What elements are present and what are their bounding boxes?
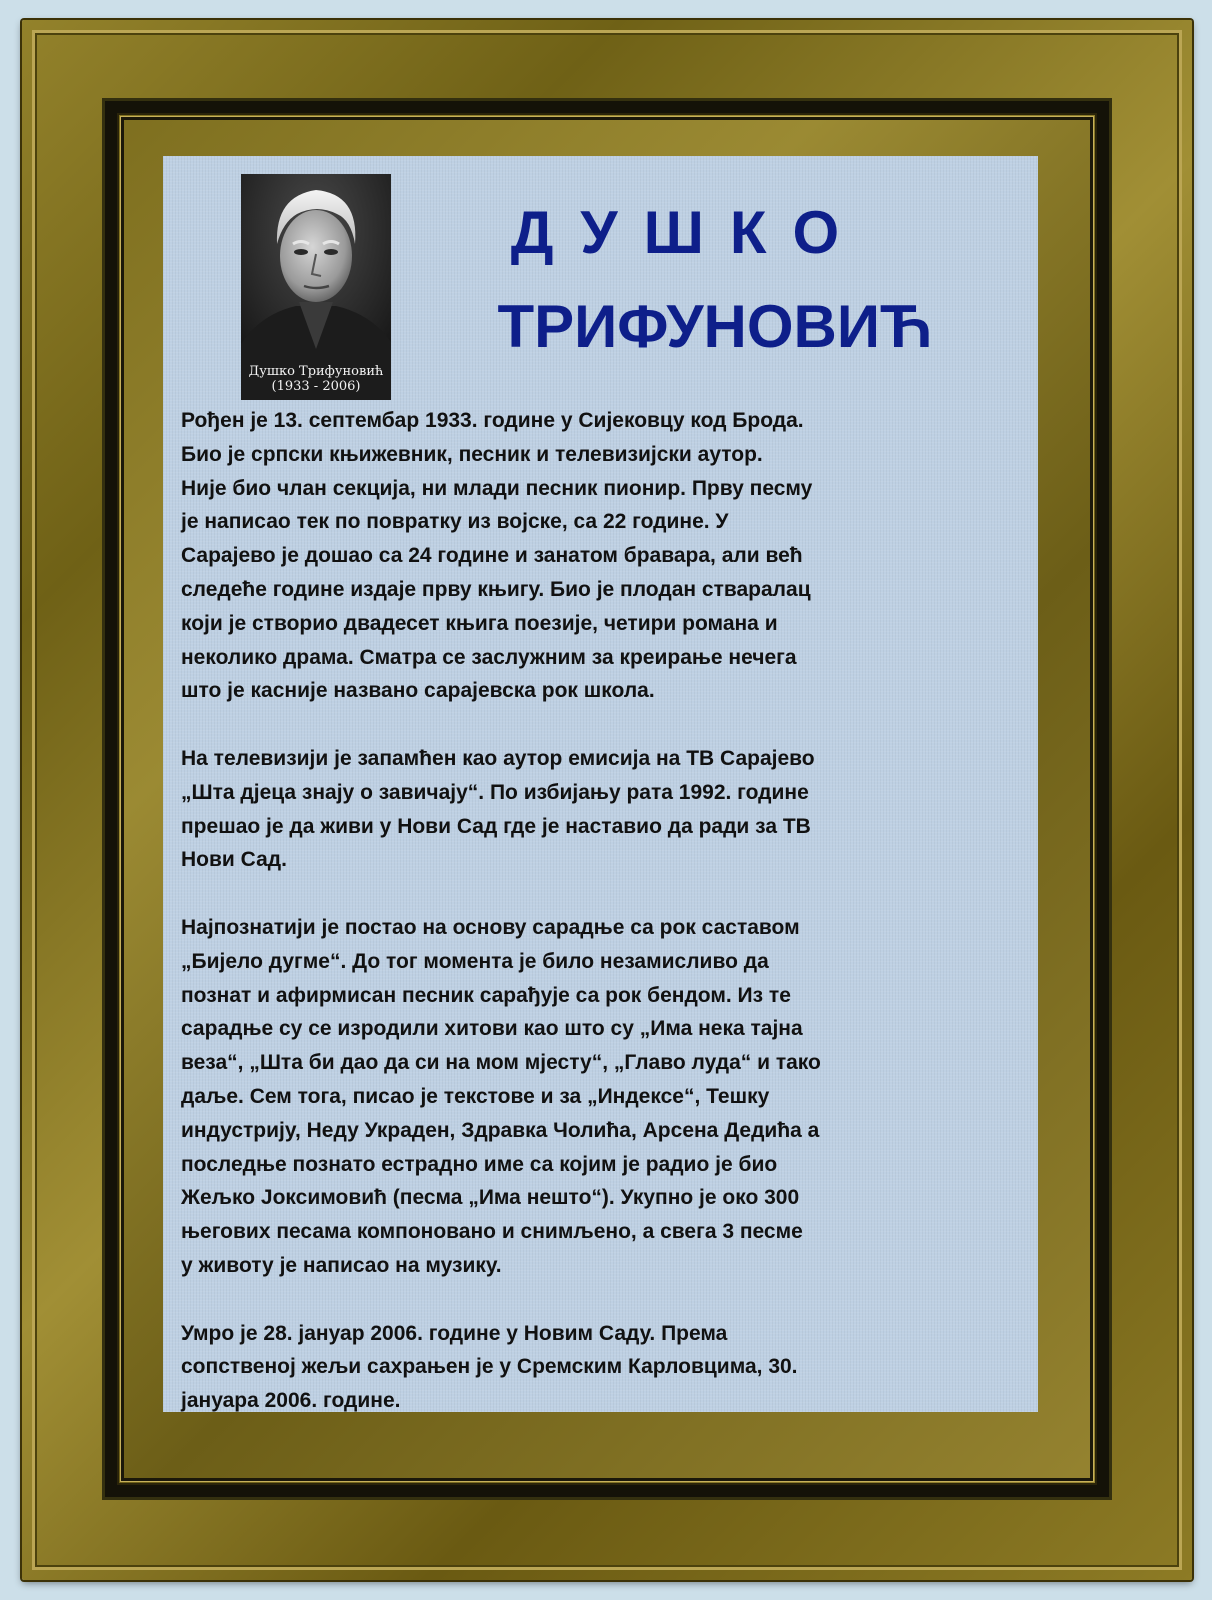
text-line: Жељко Јоксимовић (песма „Има нешто“). Укупно је око 300	[181, 1186, 800, 1210]
text-line: даље. Сем тога, писао је текстове и за „Индексе“, Тешку	[181, 1084, 770, 1108]
text-line: Није био члан секција, ни млади песник пионир. Прву песму	[181, 476, 813, 500]
portrait-caption-years: (1933 - 2006)	[271, 379, 361, 394]
biography-text	[181, 404, 1016, 1412]
title-last-name: ТРИФУНОВИЋ	[497, 293, 933, 360]
text-line: Умро је 28. јануар 2006. године у Новим Саду. Према	[181, 1321, 728, 1345]
text-line: Најпознатији је постао на основу сарадње са рок саставом	[181, 915, 800, 939]
text-line: познат и афирмисан песник сарађује са рок бендом. Из те	[181, 983, 791, 1007]
text-line: што је касније названо сарајевска рок школа.	[181, 679, 655, 703]
paragraph-music	[181, 911, 1016, 1283]
text-line: Нови Сад.	[181, 848, 287, 872]
portrait-caption-name: Душко Трифуновић	[248, 364, 384, 379]
text-line: је написао тек по повратку из војске, са 22 године. У	[181, 510, 729, 534]
text-line: јануара 2006. године.	[181, 1389, 401, 1412]
text-line: следеће године издаје прву књигу. Био је плодан стваралац	[181, 577, 811, 601]
text-line: у животу је написао на музику.	[181, 1253, 502, 1277]
text-line: његових песама компоновано и снимљено, а свега 3 песме	[181, 1220, 803, 1244]
paragraph-birth	[181, 404, 1016, 708]
text-line: који је створио двадесет књига поезије, четири романа и	[181, 611, 778, 635]
text-line: Сарајево је дошао са 24 године и занатом бравара, али већ	[181, 544, 803, 568]
portrait-caption	[241, 364, 391, 394]
text-line: Био је српски књижевник, песник и телевизијски аутор.	[181, 442, 763, 466]
title-first-name: ДУШКО	[510, 199, 866, 266]
portrait-photo	[241, 174, 391, 400]
text-line: „Шта дјеца знају о завичају“. По избијању рата 1992. године	[181, 780, 809, 804]
framed-canvas	[163, 156, 1038, 1412]
text-line: неколико драма. Сматра се заслужним за креирање нечега	[181, 645, 797, 669]
text-line: индустрију, Неду Украден, Здравка Чолића, Арсена Дедића а	[181, 1118, 820, 1142]
text-line: На телевизији је запамћен као аутор емисија на ТВ Сарајево	[181, 746, 815, 770]
text-line: сарадње су се изродили хитови као што су „Има нека тајна	[181, 1017, 803, 1041]
text-line: „Бијело дугме“. До тог момента је било незамисливо да	[181, 949, 769, 973]
paragraph-television	[181, 742, 1016, 877]
text-line: последње познато естрадно име са којим је радио је био	[181, 1152, 778, 1176]
text-line: сопственој жељи сахрањен је у Сремским Карловцима, 30.	[181, 1355, 798, 1379]
text-line: веза“, „Шта би дао да си на мом мјесту“, „Главо луда“ и тако	[181, 1051, 821, 1075]
text-line: прешао је да живи у Нови Сад где је наставио да ради за ТВ	[181, 814, 811, 838]
paragraph-death	[181, 1317, 1016, 1412]
text-line: Рођен је 13. септембар 1933. године у Сијековцу код Брода.	[181, 409, 804, 432]
